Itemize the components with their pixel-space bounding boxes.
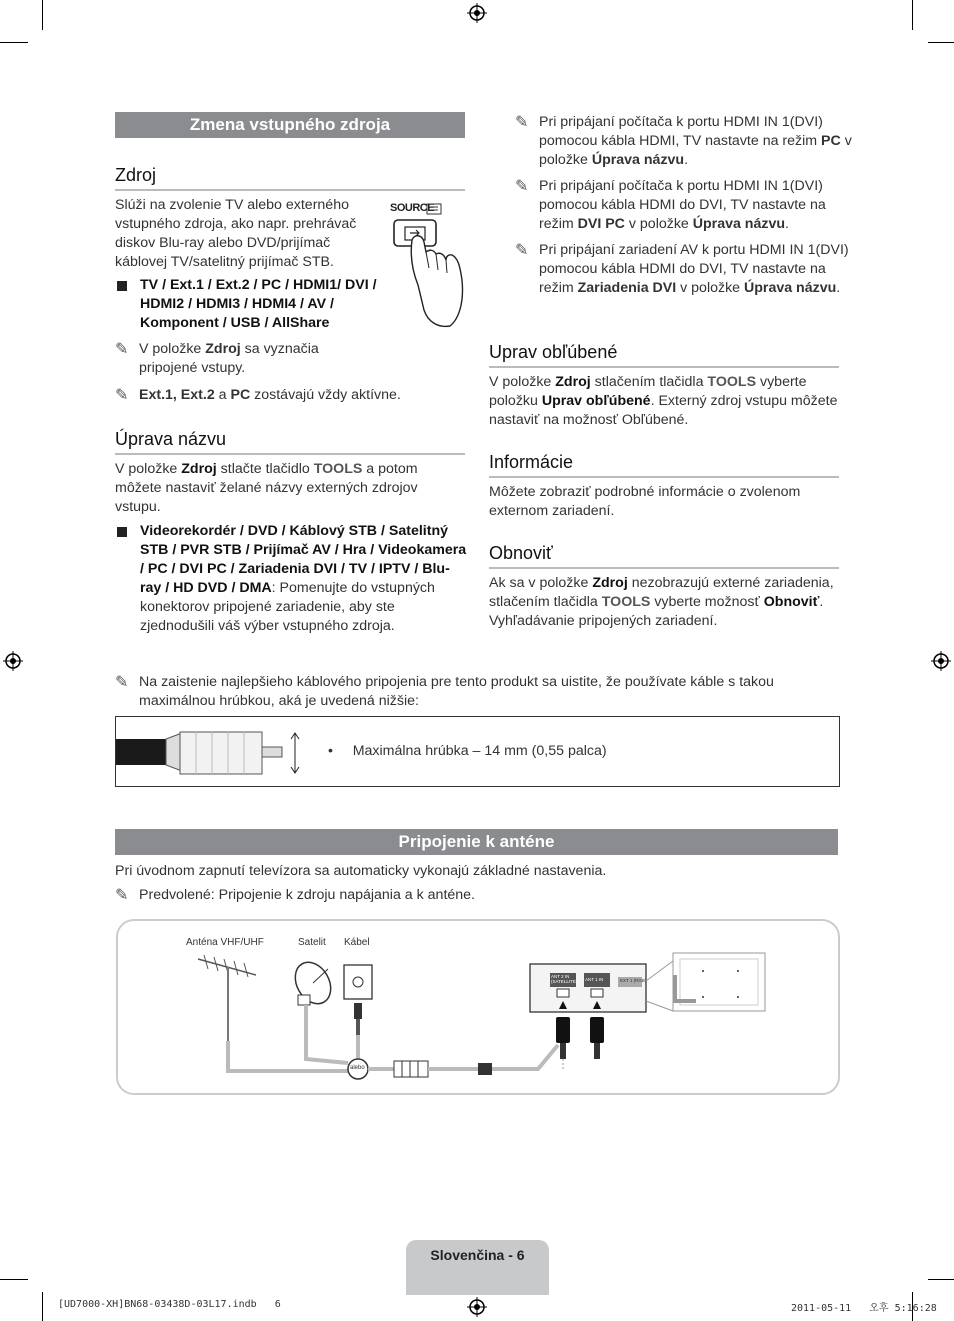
zdroj-description: Slúži na zvolenie TV alebo externého vstupného zdroja, ako napr. prehrávač diskov Blu-ray alebo DVD/prijímač káblovej TV/satelitný prijímač STB. [115, 197, 357, 270]
source-list-bullet [115, 276, 405, 333]
bold-text: DVI PC [577, 216, 625, 232]
print-date: 2011-05-11 오후 5:16:28 [791, 1303, 937, 1314]
tools-key-text: TOOLS [601, 594, 651, 610]
text: . [684, 152, 689, 168]
text: V položke [115, 461, 182, 477]
text: a potom môžete nastaviť želané názvy externých zdrojov vstupu. [115, 461, 418, 515]
uprava-description [115, 460, 465, 517]
registration-mark-icon [931, 651, 951, 671]
source-list-text: TV / Ext.1 / Ext.2 / PC / HDMI1/ DVI / HDMI2 / HDMI3 / HDMI4 / AV / Komponent / USB / AllShare [140, 277, 377, 331]
bold-text: Zdroj [181, 461, 217, 477]
label-alebo: alebo [350, 1065, 365, 1071]
text: Pri pripájaní počítača k portu [539, 114, 724, 130]
note-pencil-icon: ✎ [115, 341, 129, 358]
port-ant2-label: ANT 2 IN (SATELLITE) [551, 974, 578, 984]
label-kabel: Kábel [344, 937, 370, 948]
label-vhf-uhf: Anténa VHF/UHF [186, 937, 264, 948]
tools-key-text: TOOLS [707, 374, 757, 390]
device-names-text: Videorekordér / DVD / Káblový STB / Satelitný STB / PVR STB / Prijímač AV / Hra / Videokamera / PC / DVI PC / Zariadenia DVI / TV / IPTV / Blu-ray / HD DVD / DMA [140, 523, 467, 596]
note-text: V položke [139, 341, 206, 357]
port-text: HDMI IN 1(DVI) [723, 178, 823, 194]
heading-obnovit: Obnoviť [489, 543, 839, 569]
note-hdmi-pc [515, 113, 863, 170]
note-hdmi-av [515, 241, 863, 298]
note-text: Predvolené: Pripojenie k zdroju napájania a k anténe. [139, 887, 475, 903]
label-satelit: Satelit [298, 937, 326, 948]
note-hdmi-dvi-pc [515, 177, 863, 234]
section-banner-antenna: Pripojenie k anténe [115, 829, 838, 855]
text: stlačte tlačidlo [216, 461, 314, 477]
device-names-explanation: : Pomenujte do vstupných konektorov pripojené zariadenie, aby ste zjednodušili váš výber vstupného zdroja. [140, 580, 435, 634]
registration-mark-icon [467, 3, 487, 23]
cable-thickness-bullet [328, 743, 607, 759]
vhf-antenna-icon [198, 955, 256, 1041]
cable-thickness-box [115, 716, 840, 787]
note-text: zostávajú vždy aktívne. [250, 387, 401, 403]
text: Pri pripájaní počítača k portu [539, 178, 724, 194]
text: . [836, 280, 841, 296]
file-info: [UD7000-XH]BN68-03438D-03L17.indb 6 [58, 1299, 281, 1310]
note-always-active [115, 386, 479, 405]
bold-text: Zdroj [592, 575, 628, 591]
port-text: HDMI IN 1(DVI) [723, 114, 823, 130]
note-pencil-icon: ✎ [515, 114, 529, 131]
note-pencil-icon: ✎ [515, 178, 529, 195]
text: . [785, 216, 789, 232]
note-bold: Zdroj [205, 341, 241, 357]
satellite-dish-icon [288, 956, 338, 1010]
text: Ak sa v položke [489, 575, 593, 591]
registration-mark-icon [3, 651, 23, 671]
heading-uprav-oblubene: Uprav obľúbené [489, 342, 839, 368]
note-cable-thickness [115, 673, 849, 711]
bold-text: Zariadenia DVI [577, 280, 677, 296]
note-text: sa vyznačia pripojené vstupy. [139, 341, 319, 376]
tv-back-outline-icon [673, 953, 765, 1011]
antenna-connection-diagram [116, 919, 840, 1095]
note-text: a [214, 387, 231, 403]
bold-text: Úprava názvu [591, 152, 685, 168]
text: Pri pripájaní zariadení AV k portu [539, 242, 750, 258]
text: pomocou kábla HDMI, TV nastavte na režim [539, 133, 822, 149]
bullet-dot-icon: • [328, 743, 333, 759]
bold-text: Obnoviť [763, 594, 820, 610]
heading-informacie: Informácie [489, 452, 839, 478]
text: vyberte možnosť [650, 594, 764, 610]
bold-text: PC [821, 133, 841, 149]
page-number-tab [406, 1240, 549, 1295]
note-bold: PC [230, 387, 251, 403]
cable-thickness-text: Maximálna hrúbka – 14 mm (0,55 palca) [352, 743, 607, 759]
bullet-square-icon [117, 281, 127, 291]
bold-text: Úprava názvu [744, 280, 837, 296]
text: pomocou kábla HDMI do DVI, TV nastavte na režim [539, 197, 826, 232]
text: v položke [539, 133, 852, 168]
informacie-description: Môžete zobraziť podrobné informácie o zvolenom externom zariadení. [489, 484, 801, 519]
heading-uprava-nazvu: Úprava názvu [115, 429, 465, 455]
note-pencil-icon: ✎ [115, 887, 129, 904]
note-pencil-icon: ✎ [115, 674, 129, 691]
device-names-bullet [115, 522, 470, 636]
bullet-square-icon [117, 527, 127, 537]
text: V položke [489, 374, 556, 390]
text: v položke [624, 216, 693, 232]
tools-key-text: TOOLS [313, 461, 363, 477]
note-connected-inputs [115, 340, 379, 378]
bold-text: Zdroj [555, 374, 591, 390]
text: nezobrazujú externé zariadenia, stlačením tlačidla [489, 575, 834, 610]
note-pencil-icon: ✎ [115, 387, 129, 404]
note-bold: Ext.1, Ext.2 [139, 387, 215, 403]
text: . Externý zdroj vstupu môžete nastaviť na možnosť Obľúbené. [489, 393, 838, 428]
section-banner-input-source: Zmena vstupného zdroja [115, 112, 465, 138]
oblubene-description [489, 373, 839, 430]
cable-wall-outlet-icon [344, 965, 372, 1035]
obnovit-description [489, 574, 841, 631]
text: pomocou kábla HDMI do DVI, TV nastavte na režim [539, 261, 826, 296]
note-pencil-icon: ✎ [515, 242, 529, 259]
text: v položke [676, 280, 745, 296]
port-text: HDMI IN 1(DVI) [749, 242, 849, 258]
text: vyberte položku [489, 374, 807, 409]
registration-mark-icon [467, 1297, 487, 1317]
source-label: SOURCE [390, 202, 435, 214]
bold-text: Uprav obľúbené [541, 393, 651, 409]
port-ant1-label: ANT 1 IN [585, 977, 604, 982]
bold-text: Úprava názvu [692, 216, 786, 232]
note-default-connection [115, 886, 839, 905]
antenna-description: Pri úvodnom zapnutí televízora sa automaticky vykonajú základné nastavenia. [115, 863, 607, 879]
heading-zdroj: Zdroj [115, 165, 465, 191]
text: . Vyhľadávanie pripojených zariadení. [489, 594, 824, 629]
page-number: Slovenčina - 6 [430, 1247, 525, 1263]
text: stlačením tlačidla [590, 374, 708, 390]
antenna-wiring-illustration [118, 921, 838, 1093]
note-text: Na zaistenie najlepšieho káblového pripojenia pre tento produkt sa uistite, že používate káble s takou maximálnou hrúbkou, aká je uvedená nižšie: [139, 674, 774, 709]
port-ext1-label: EXT 1 (RGB) [620, 978, 647, 983]
cable-connector-icon [116, 717, 316, 786]
